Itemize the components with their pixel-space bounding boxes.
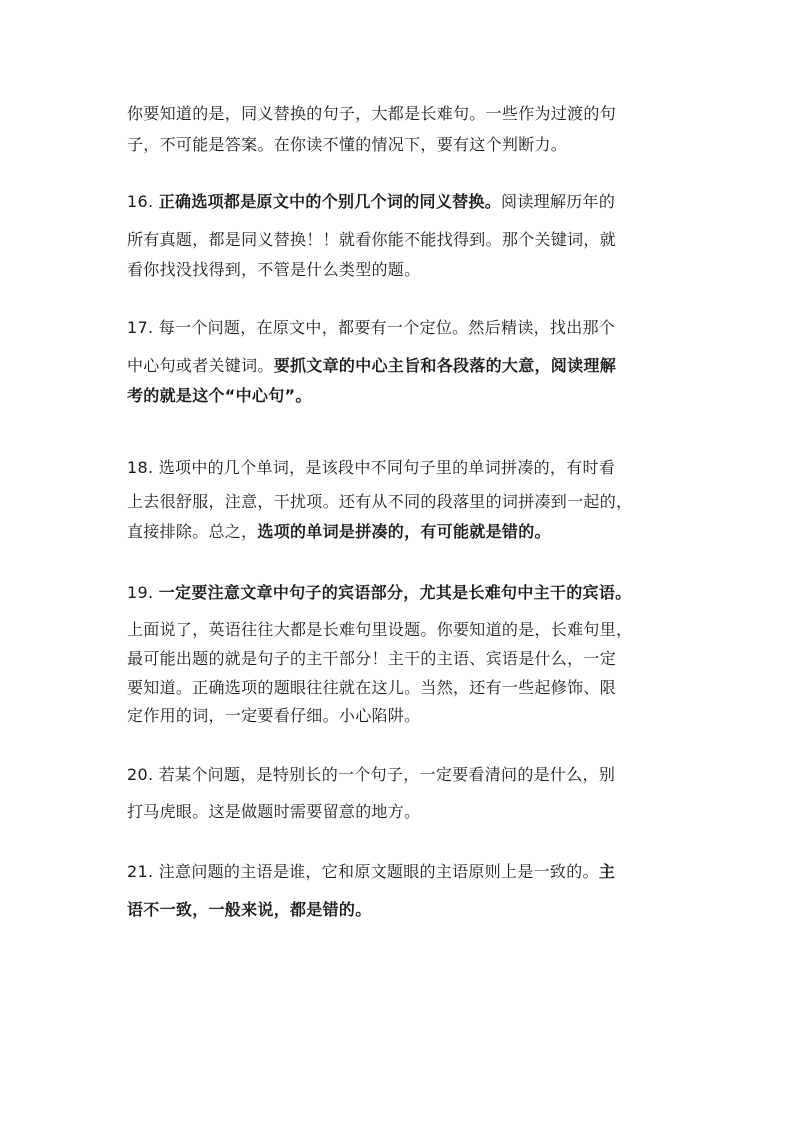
text-line <box>127 135 567 155</box>
text-line <box>127 765 615 785</box>
text-run: 打马虎眼。这是做题时需要留意的地方。 <box>127 802 421 821</box>
item-number: 16. <box>127 192 159 211</box>
text-line <box>127 230 616 250</box>
text-run: 中心句或者关键词。 <box>127 356 274 375</box>
text-run: 直接排除。总之， <box>127 522 258 541</box>
bold-text-run: 语不一致，一般来说，都是错的。 <box>127 900 372 919</box>
bold-text-run: 主 <box>598 862 616 881</box>
bold-text-run: 考的就是这个“中心句”。 <box>127 386 312 405</box>
text-line <box>127 678 616 698</box>
text-line <box>127 318 615 338</box>
text-run: 17. 每一个问题，在原文中，都要有一个定位。然后精读，找出那个 <box>127 318 616 337</box>
bold-text-run: 一定要注意文章中句子的宾语部分，尤其是长难句中主干的宾语。 <box>158 583 632 602</box>
text-line <box>127 260 420 280</box>
text-run: 上去很舒服，注意，干扰项。还有从不同的段落里的词拼凑到一起的， <box>127 492 633 511</box>
text-line <box>127 649 616 669</box>
text-line <box>127 492 632 512</box>
text-run: 21. 注意问题的主语是谁，它和原文题眼的主语原则上是一致的。 <box>127 862 599 881</box>
text-run: 18. 选项中的几个单词，是该段中不同句子里的单词拼凑的，有时看 <box>127 458 616 477</box>
text-run: 定作用的词，一定要看仔细。小心陷阱。 <box>127 706 421 725</box>
text-line <box>127 522 551 542</box>
text-run: 阅读理解历年的 <box>501 192 616 211</box>
text-run: 子，不可能是答案。在你读不懂的情况下，要有这个判断力。 <box>127 135 568 154</box>
bold-text-run: 正确选项都是原文中的个别几个词的同义替换。 <box>158 192 502 211</box>
text-run: 所有真题，都是同义替换！！就看你能不能找得到。那个关键词，就 <box>127 230 617 249</box>
text-line <box>127 583 631 603</box>
bold-text-run: 要抓文章的中心主旨和各段落的大意，阅读理解 <box>273 356 617 375</box>
text-line <box>127 706 420 726</box>
text-line <box>127 356 616 376</box>
text-line <box>127 900 372 920</box>
text-line <box>127 620 632 640</box>
text-run: 20. 若某个问题，是特别长的一个句子，一定要看清问的是什么，别 <box>127 765 616 784</box>
bold-text-run: 选项的单词是拼凑的，有可能就是错的。 <box>257 522 551 541</box>
text-run: 看你找没找得到，不管是什么类型的题。 <box>127 260 421 279</box>
item-number: 19. <box>127 583 159 602</box>
text-line <box>127 802 420 822</box>
text-run: 要知道。正确选项的题眼往往就在这儿。当然，还有一些起修饰、限 <box>127 678 617 697</box>
text-run: 你要知道的是，同义替换的句子，大都是长难句。一些作为过渡的句 <box>127 104 617 123</box>
text-run: 最可能出题的就是句子的主干部分！主干的主语、宾语是什么，一定 <box>127 649 617 668</box>
text-line <box>127 862 615 882</box>
text-line <box>127 386 312 406</box>
text-line <box>127 192 615 212</box>
text-line <box>127 104 616 124</box>
text-line <box>127 458 615 478</box>
text-run: 上面说了，英语往往大都是长难句里设题。你要知道的是，长难句里， <box>127 620 633 639</box>
